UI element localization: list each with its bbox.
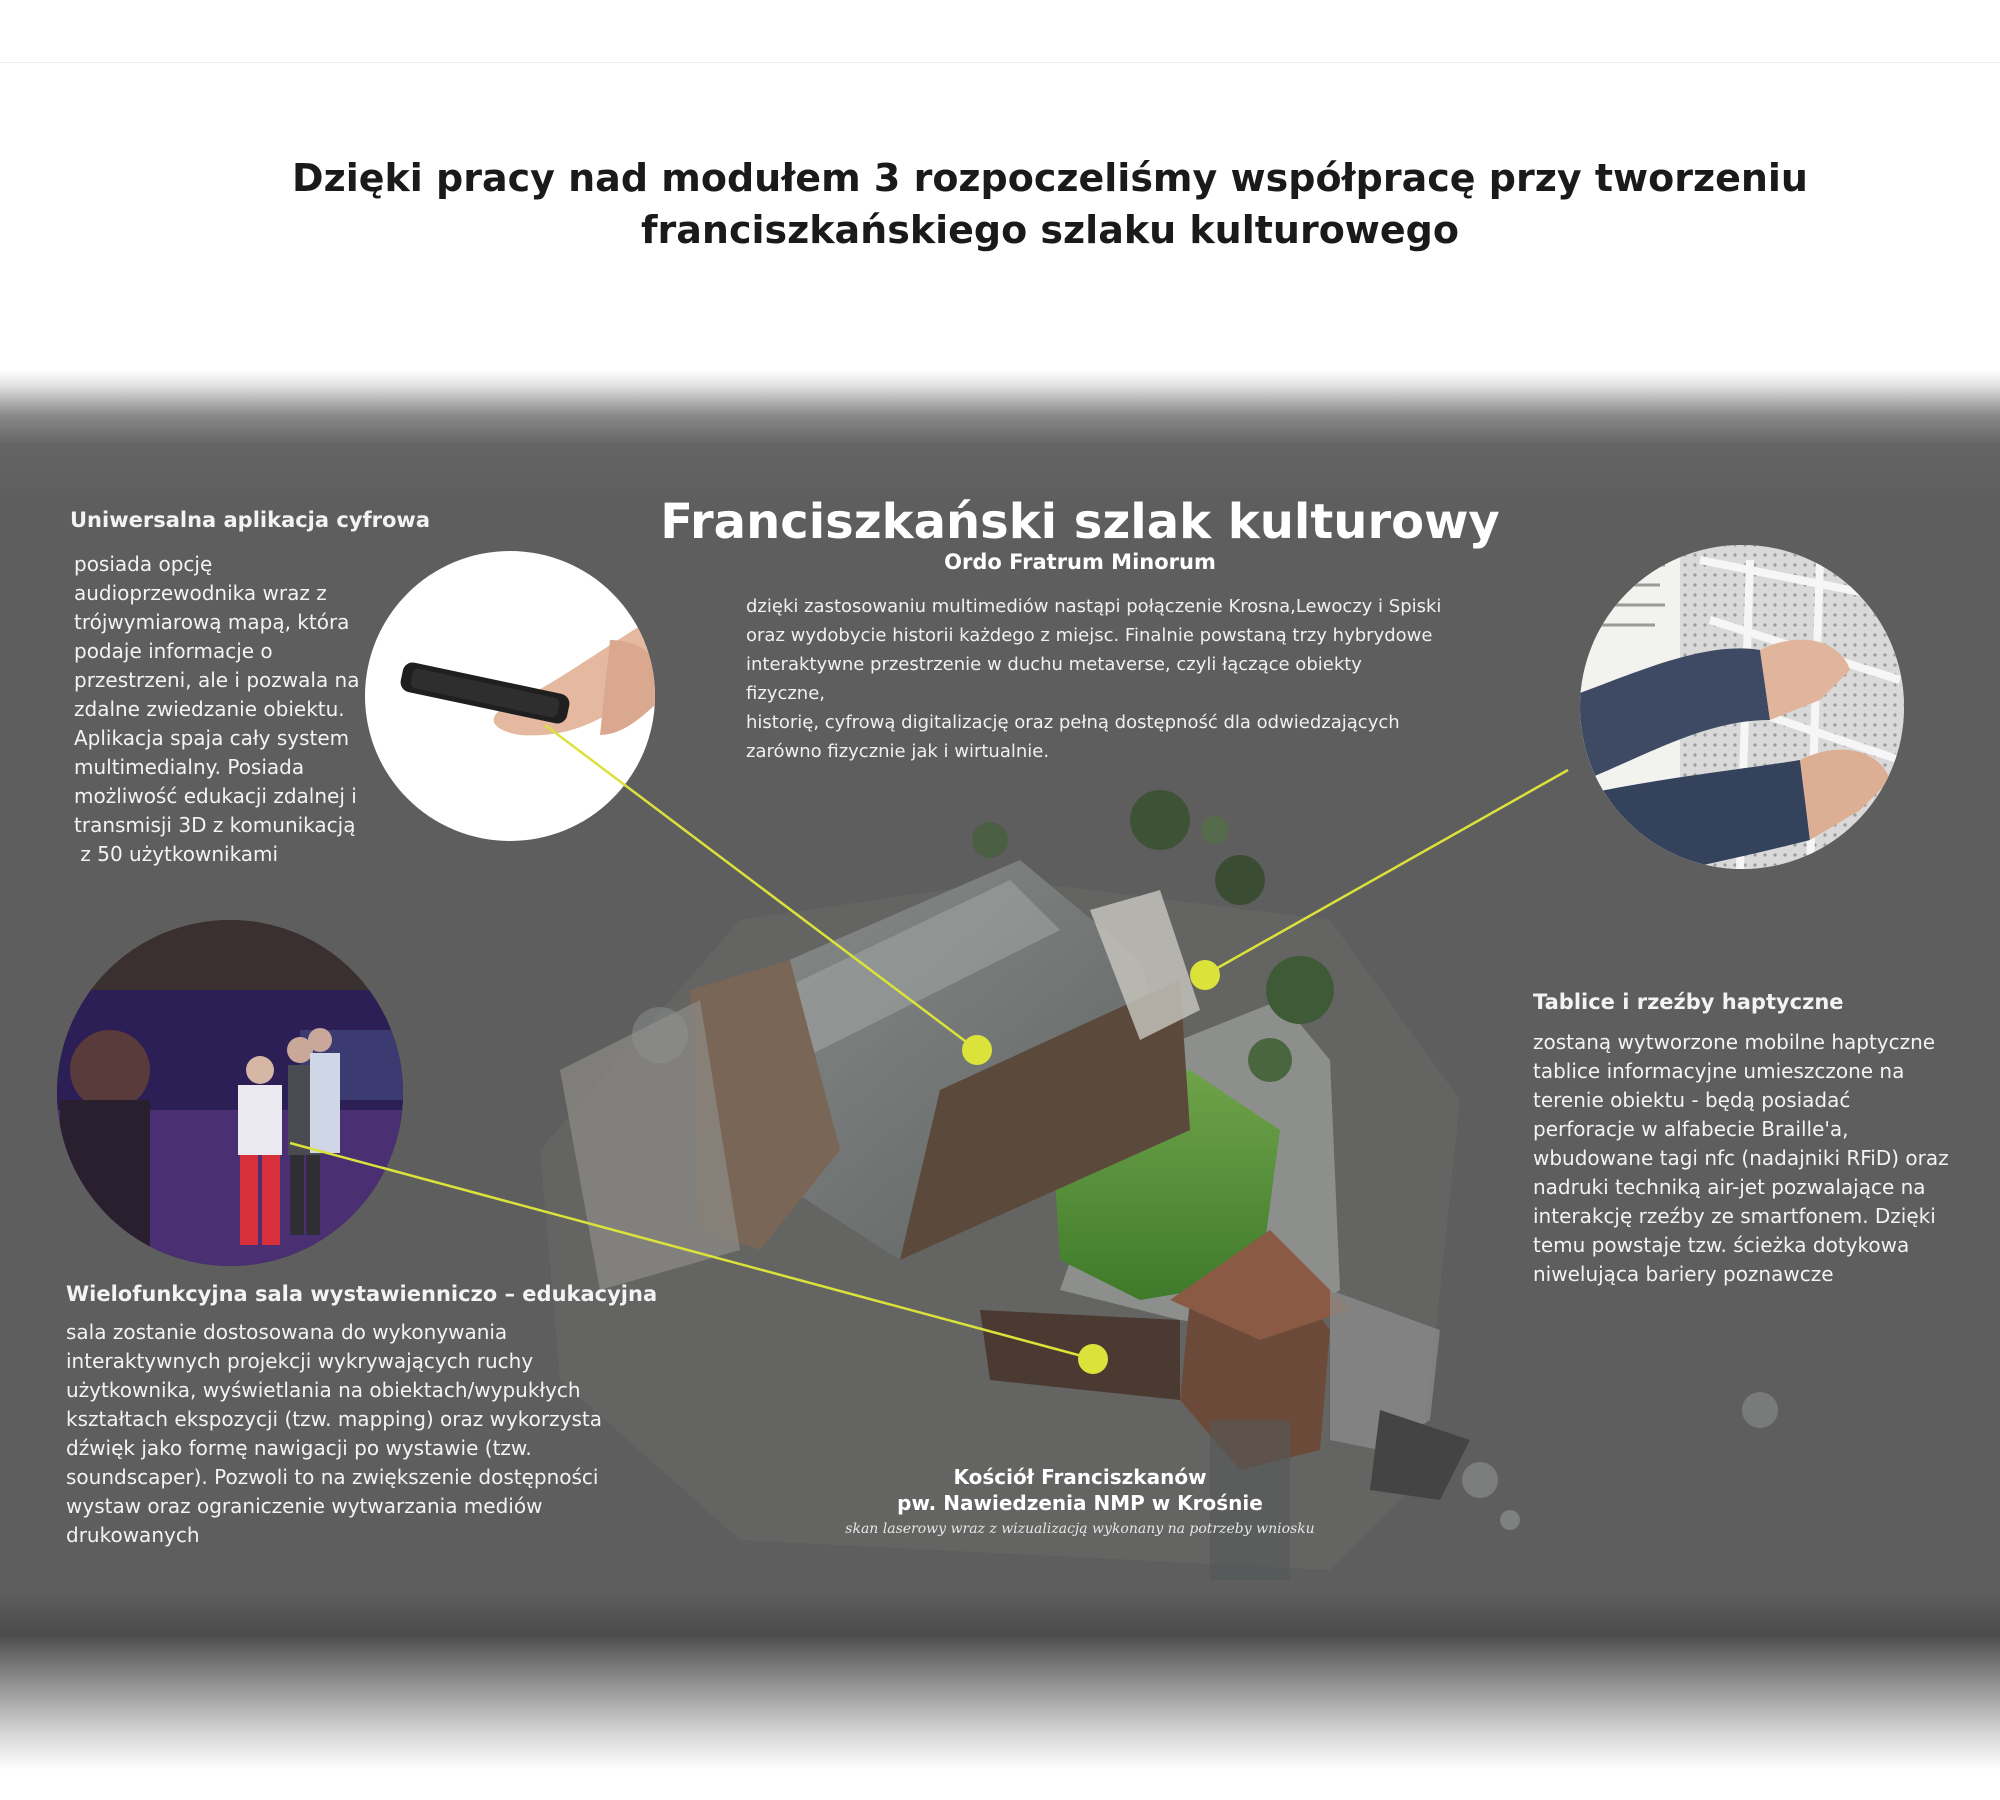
app-description-line: możliwość edukacji zdalnej i <box>74 784 357 808</box>
hall-description-line: dźwięk jako formę nawigacji po wystawie (tzw. <box>66 1436 532 1460</box>
app-description-line: podaje informacje o <box>74 639 273 663</box>
haptic-description <box>1533 1028 1973 1289</box>
route-description-line: zarówno fizycznie jak i wirtualnie. <box>746 741 1050 762</box>
haptic-heading: Tablice i rzeźby haptyczne <box>1533 990 1844 1014</box>
hall-description-line: użytkownika, wyświetlania na obiektach/wypukłych <box>66 1378 581 1402</box>
app-description-line: audioprzewodnika wraz z <box>74 581 327 605</box>
church-caption-title: Kościół Franciszkanów <box>953 1465 1207 1489</box>
haptic-description-line: wbudowane tagi nfc (nadajniki RFiD) oraz <box>1533 1146 1949 1170</box>
hall-section <box>66 1280 657 1308</box>
hall-description-line: drukowanych <box>66 1523 200 1547</box>
app-description-line: zdalne zwiedzanie obiektu. <box>74 697 345 721</box>
app-description-line: z 50 użytkownikami <box>74 842 279 866</box>
app-description <box>74 550 374 869</box>
app-description-line: transmisji 3D z komunikacją <box>74 813 356 837</box>
haptic-description-line: tablice informacyjne umieszczone na <box>1533 1059 1905 1083</box>
app-description-line: posiada opcję <box>74 552 213 576</box>
route-description-line: oraz wydobycie historii każdego z miejsc. Finalnie powstaną trzy hybrydowe <box>746 625 1433 646</box>
hall-description-line: interaktywnych projekcji wykrywających ruchy <box>66 1349 534 1373</box>
smartphone-hand-photo <box>365 551 680 841</box>
route-subtitle: Ordo Fratrum Minorum <box>944 550 1216 574</box>
hotspot-marker-app[interactable] <box>962 1035 992 1065</box>
hall-heading: Wielofunkcyjna sala wystawienniczo – edukacyjna <box>66 1282 658 1306</box>
haptic-description-line: temu powstaje tzw. ścieżka dotykowa <box>1533 1233 1910 1257</box>
haptic-description-line: nadruki techniką air-jet pozwalające na <box>1533 1175 1926 1199</box>
haptic-description-line: interakcję rzeźby ze smartfonem. Dzięki <box>1533 1204 1936 1228</box>
haptic-description-line: terenie obiektu - będą posiadać <box>1533 1088 1851 1112</box>
hall-description-line: soundscaper). Pozwoli to na zwiększenie dostępności <box>66 1465 599 1489</box>
braille-map-photo <box>1560 540 1920 890</box>
app-description-line: przestrzeni, ale i pozwala na <box>74 668 360 692</box>
app-description-line: Aplikacja spaja cały system <box>74 726 350 750</box>
headline-line-2: franciszkańskiego szlaku kulturowego <box>640 208 1459 252</box>
church-caption-subtitle: pw. Nawiedzenia NMP w Krośnie <box>897 1491 1263 1515</box>
haptic-description-line: perforacje w alfabecie Braille'a, <box>1533 1117 1849 1141</box>
app-description-line: trójwymiarową mapą, która <box>74 610 350 634</box>
route-description-line: dzięki zastosowaniu multimediów nastąpi połączenie Krosna,Lewoczy i Spiski <box>746 596 1442 617</box>
app-description-line: multimedialny. Posiada <box>74 755 305 779</box>
haptic-description-line: niwelująca bariery poznawcze <box>1533 1262 1834 1286</box>
haptic-description-line: zostaną wytworzone mobilne haptyczne <box>1533 1030 1936 1054</box>
haptic-section <box>1533 988 1844 1016</box>
hall-description-line: kształtach ekspozycji (tzw. mapping) oraz wykorzysta <box>66 1407 602 1431</box>
vr-exhibition-photo <box>50 915 410 1280</box>
hall-description-line: wystaw oraz ograniczenie wytwarzania mediów <box>66 1494 543 1518</box>
hall-description <box>66 1318 626 1550</box>
hotspot-marker-haptic[interactable] <box>1190 960 1220 990</box>
route-title: Franciszkański szlak kulturowy <box>660 494 1500 550</box>
hotspot-marker-hall[interactable] <box>1078 1344 1108 1374</box>
church-caption-note: skan laserowy wraz z wizualizacją wykonany na potrzeby wniosku <box>845 1521 1315 1537</box>
hall-description-line: sala zostanie dostosowana do wykonywania <box>66 1320 508 1344</box>
app-heading: Uniwersalna aplikacja cyfrowa <box>70 508 430 532</box>
route-description-line: historię, cyfrową digitalizację oraz pełną dostępność dla odwiedzających <box>746 712 1400 733</box>
app-section <box>70 506 430 534</box>
route-description-line: interaktywne przestrzenie w duchu metaverse, czyli łączące obiekty fizyczne, <box>746 654 1362 704</box>
route-description <box>746 592 1446 766</box>
headline-line-1: Dzięki pracy nad modułem 3 rozpoczeliśmy współpracę przy tworzeniu <box>292 156 1808 200</box>
